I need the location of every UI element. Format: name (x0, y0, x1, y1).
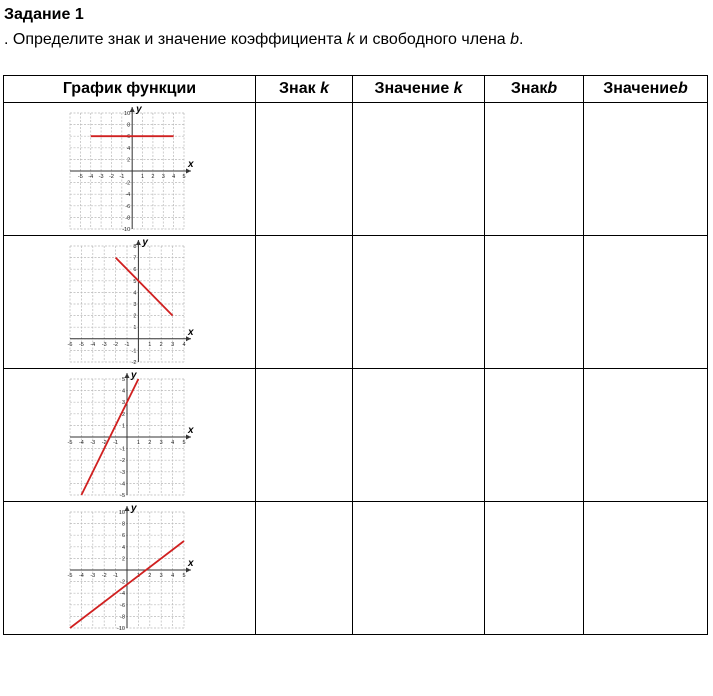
y-tick-label: 10 (124, 111, 131, 117)
x-tick-label: -3 (90, 440, 96, 446)
y-tick-label: 2 (121, 411, 125, 418)
sign-b-cell[interactable] (485, 236, 584, 369)
x-tick-label: 3 (159, 573, 163, 579)
x-tick-label: 2 (151, 174, 155, 180)
x-tick-label: 2 (159, 341, 163, 348)
x-tick-label: 3 (161, 174, 165, 180)
table-row (4, 236, 708, 369)
x-axis-label: x (188, 159, 194, 170)
y-tick-label: -10 (117, 626, 125, 632)
x-tick-label: -1 (124, 341, 130, 348)
sign-k-cell[interactable] (256, 236, 353, 369)
sign-k-cell[interactable] (256, 103, 353, 236)
graph-cell (4, 103, 256, 236)
y-tick-label: 8 (127, 122, 131, 129)
x-tick-label: -4 (78, 440, 84, 446)
header-value-k-text: Значение (374, 80, 454, 97)
function-graph-4 (4, 502, 254, 634)
header-sign-b (485, 76, 584, 103)
x-tick-label: -3 (98, 174, 104, 180)
y-axis-label: y (131, 503, 137, 514)
instruction-prefix: . Определите знак и значение коэффициента (4, 31, 347, 48)
y-tick-label: 8 (133, 244, 137, 250)
y-tick-label: 5 (133, 278, 137, 285)
instruction-b-symbol: b (510, 31, 520, 48)
y-tick-label: -4 (120, 481, 125, 488)
table-row (4, 369, 708, 502)
y-tick-label: -4 (125, 192, 131, 199)
sign-b-cell[interactable] (485, 103, 584, 236)
x-tick-label: -5 (77, 174, 83, 180)
header-value-b (584, 76, 708, 103)
header-value-k (353, 76, 485, 103)
y-tick-label: -2 (120, 579, 125, 586)
x-tick-label: -2 (101, 573, 107, 579)
y-tick-label: 4 (121, 544, 125, 551)
value-k-cell[interactable] (353, 502, 485, 635)
x-tick-label: -4 (78, 573, 84, 579)
value-k-cell[interactable] (353, 103, 485, 236)
graph-cell (4, 236, 256, 369)
x-tick-label: -3 (101, 341, 107, 348)
y-axis-label: y (142, 237, 148, 248)
x-tick-label: -2 (109, 174, 114, 180)
y-axis-label: y (136, 104, 142, 115)
y-tick-label: -6 (120, 602, 125, 609)
y-axis-arrow (125, 506, 130, 511)
x-axis-label: x (188, 558, 194, 569)
sign-k-cell[interactable] (256, 369, 353, 502)
x-tick-label: 2 (148, 573, 152, 579)
x-tick-label: 3 (171, 341, 175, 348)
y-tick-label: 7 (133, 255, 137, 262)
y-tick-label: -2 (131, 360, 137, 366)
x-tick-label: 5 (182, 174, 186, 180)
x-tick-label: -1 (113, 573, 119, 579)
header-sign-k-text: Знак (279, 80, 321, 97)
x-tick-label: -5 (67, 440, 73, 446)
x-tick-label: 2 (148, 440, 152, 446)
x-tick-label: 1 (148, 341, 152, 348)
sign-k-cell[interactable] (256, 502, 353, 635)
x-tick-label: 5 (182, 440, 186, 446)
header-value-k-var: k (453, 80, 463, 97)
x-tick-label: -2 (101, 440, 107, 446)
y-tick-label: -2 (120, 458, 125, 465)
header-sign-k (256, 76, 353, 103)
y-tick-label: -2 (125, 180, 131, 187)
x-tick-label: -1 (113, 440, 119, 446)
value-k-cell[interactable] (353, 369, 485, 502)
header-value-b-var: b (678, 80, 688, 97)
x-tick-label: -4 (90, 341, 96, 348)
y-axis-arrow (125, 373, 130, 378)
y-tick-label: -10 (122, 227, 131, 233)
y-tick-label: -6 (125, 203, 131, 210)
y-tick-label: 6 (133, 267, 137, 274)
x-tick-label: -3 (90, 573, 96, 579)
y-tick-label: -3 (120, 469, 125, 476)
y-tick-label: 3 (133, 302, 137, 308)
y-tick-label: 1 (121, 423, 125, 430)
y-tick-label: 4 (121, 388, 125, 395)
x-tick-label: -2 (113, 341, 119, 348)
y-tick-label: 10 (118, 510, 125, 516)
y-tick-label: 2 (127, 157, 131, 164)
instruction-suffix: . (519, 31, 524, 48)
graph-cell (4, 369, 256, 502)
header-sign-b-text: Знак (510, 80, 548, 97)
value-b-cell[interactable] (584, 236, 708, 369)
sign-b-cell[interactable] (485, 502, 584, 635)
x-tick-label: -5 (78, 341, 84, 348)
task-title: Задание 1 (4, 6, 84, 23)
y-tick-label: 2 (133, 313, 137, 320)
y-tick-label: -5 (120, 493, 125, 499)
x-tick-label: 4 (182, 341, 186, 348)
x-tick-label: 4 (171, 440, 175, 446)
x-tick-label: -5 (67, 573, 73, 579)
function-graph-2 (4, 236, 254, 368)
y-tick-label: -8 (120, 614, 125, 621)
y-axis-arrow (136, 240, 141, 245)
y-tick-label: 3 (121, 400, 125, 407)
instruction-k-symbol: k (346, 31, 355, 48)
value-b-cell[interactable] (584, 502, 708, 635)
graph-cell (4, 502, 256, 635)
function-line (116, 255, 173, 316)
value-b-cell[interactable] (584, 103, 708, 236)
x-axis-label: x (188, 425, 194, 436)
y-axis-label: y (131, 370, 137, 381)
y-tick-label: 8 (121, 521, 125, 528)
x-axis-label: x (188, 326, 194, 338)
task-instruction (4, 31, 523, 49)
header-graph: График функции (4, 76, 256, 103)
y-tick-label: -1 (131, 348, 137, 355)
table-row (4, 502, 708, 635)
y-axis-arrow (130, 107, 135, 112)
instruction-middle: и свободного члена (354, 31, 511, 48)
y-tick-label: -8 (125, 215, 131, 222)
header-sign-b-var: b (547, 80, 558, 97)
sign-b-cell[interactable] (485, 369, 584, 502)
function-graph-1 (4, 103, 254, 235)
value-b-cell[interactable] (584, 369, 708, 502)
header-sign-k-var: k (320, 80, 329, 97)
y-tick-label: 1 (133, 325, 137, 332)
x-tick-label: -6 (67, 341, 73, 348)
y-tick-label: -1 (120, 446, 125, 453)
y-tick-label: 6 (121, 533, 125, 540)
y-tick-label: -4 (120, 591, 125, 598)
y-tick-label: 4 (127, 145, 131, 152)
x-tick-label: -4 (88, 174, 94, 180)
x-tick-label: 4 (172, 174, 176, 180)
x-tick-label: 4 (171, 573, 175, 579)
value-k-cell[interactable] (353, 236, 485, 369)
x-tick-label: 1 (141, 174, 145, 180)
table-row (4, 103, 708, 236)
x-tick-label: -1 (119, 174, 125, 180)
y-tick-label: 6 (127, 134, 131, 141)
y-tick-label: 4 (133, 290, 137, 297)
y-tick-label: 2 (121, 556, 125, 563)
x-tick-label: 1 (136, 440, 140, 446)
header-value-b-text: Значение (603, 80, 678, 97)
table-header-row (4, 76, 708, 103)
y-tick-label: 5 (121, 377, 125, 383)
function-graph-3 (4, 369, 254, 501)
x-tick-label: 5 (182, 573, 186, 579)
x-tick-label: 3 (159, 440, 163, 446)
answer-table (3, 75, 708, 635)
